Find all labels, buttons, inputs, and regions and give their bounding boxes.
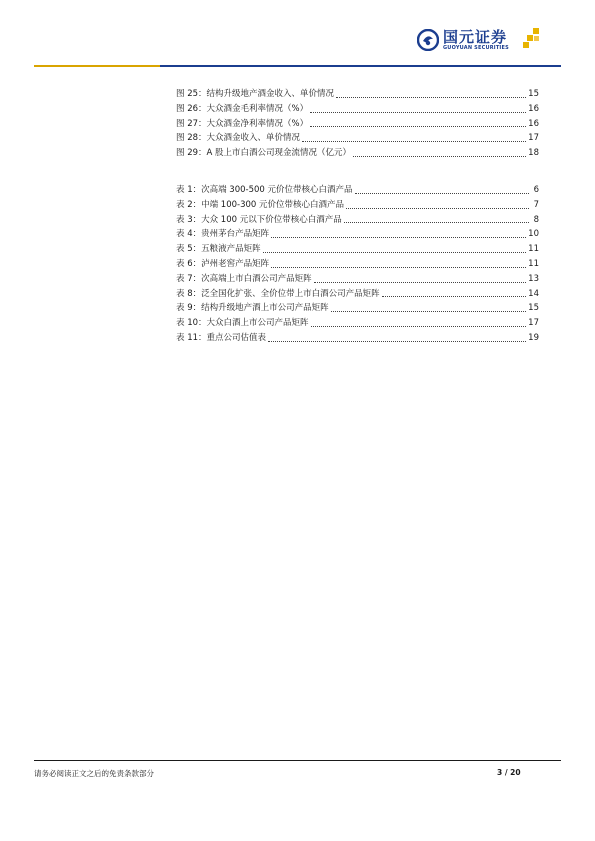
leader-dots (346, 207, 529, 209)
toc-entry-table-6[interactable] (176, 257, 539, 272)
toc-entry-page: 19 (528, 332, 539, 343)
footer-disclaimer: 请务必阅读正文之后的免责条款部分 (34, 769, 154, 778)
leader-dots (336, 96, 526, 98)
toc-entry-table-2[interactable] (176, 198, 539, 213)
toc-entry-page: 16 (528, 103, 539, 114)
toc-entry-label: 表 5：五粮液产品矩阵 (176, 244, 261, 255)
toc-entry-table-4[interactable] (176, 227, 539, 242)
leader-dots (314, 281, 527, 283)
leader-dots (355, 192, 529, 194)
leader-dots (271, 236, 526, 238)
toc-entry-label: 表 4：贵州茅台产品矩阵 (176, 229, 270, 240)
toc-entry-label: 图 25：结构升级地产酒金收入、单价情况 (176, 89, 335, 99)
toc-entry-label: 图 28：大众酒金收入、单价情况 (176, 133, 301, 144)
toc-entry-table-8[interactable] (176, 287, 539, 302)
toc-entry-figure-26[interactable] (176, 102, 539, 117)
toc-entry-figure-29[interactable] (176, 146, 539, 161)
toc-entry-label: 图 26：大众酒金毛利率情况（%） (176, 103, 309, 114)
leader-dots (382, 295, 527, 297)
toc-entry-label: 表 3：大众 100 元以下价位带核心白酒产品 (176, 214, 342, 225)
toc-entry-page: 14 (528, 288, 539, 299)
toc-entry-page: 10 (528, 229, 539, 240)
footer-rule (34, 760, 561, 761)
toc-entry-table-1[interactable] (176, 183, 539, 198)
toc-entry-page: 13 (528, 273, 539, 284)
toc-entry-page: 8 (533, 214, 539, 225)
leader-dots (310, 125, 526, 127)
leader-dots (310, 111, 526, 113)
toc-entry-table-9[interactable] (176, 301, 539, 316)
toc-entry-figure-27[interactable] (176, 117, 539, 132)
toc-entry-label: 表 2：中端 100-300 元价位带核心白酒产品 (176, 199, 345, 210)
toc-entry-page: 11 (528, 244, 539, 255)
page-header (0, 0, 595, 70)
gold-blocks-icon (523, 28, 541, 48)
leader-dots (331, 310, 527, 312)
toc-entry-table-11[interactable] (176, 331, 539, 346)
toc-entry-label: 表 7：次高端上市白酒公司产品矩阵 (176, 273, 312, 284)
toc-entry-figure-25[interactable] (176, 87, 539, 102)
leader-dots (271, 266, 526, 268)
leader-dots (353, 155, 526, 157)
toc-entry-label: 表 10：大众白酒上市公司产品矩阵 (176, 318, 309, 329)
toc-entry-table-10[interactable] (176, 316, 539, 331)
footer-page-number: 3 / 20 (497, 768, 521, 777)
toc-entry-page: 18 (528, 148, 539, 159)
figure-index (176, 87, 539, 161)
toc-entry-label: 图 29：A 股上市白酒公司现金流情况（亿元） (176, 148, 352, 159)
toc-entry-page: 15 (528, 89, 539, 99)
toc-entry-table-5[interactable] (176, 242, 539, 257)
leader-dots (263, 251, 527, 253)
toc-entry-label: 表 1：次高端 300-500 元价位带核心白酒产品 (176, 185, 353, 195)
toc-entry-label: 表 6：泸州老窖产品矩阵 (176, 258, 270, 269)
toc-entry-label: 图 27：大众酒金净利率情况（%） (176, 118, 309, 129)
leader-dots (311, 325, 527, 327)
toc-entry-page: 11 (528, 258, 539, 269)
toc-entry-label: 表 8：泛全国化扩张、全价位带上市白酒公司产品矩阵 (176, 288, 380, 299)
toc-entry-page: 17 (528, 133, 539, 144)
toc-entry-page: 7 (533, 199, 539, 210)
leader-dots (268, 340, 526, 342)
toc-entry-label: 表 9：结构升级地产酒上市公司产品矩阵 (176, 303, 329, 314)
guoyuan-logo-icon (417, 29, 439, 51)
toc-entry-page: 16 (528, 118, 539, 129)
toc-entry-page: 6 (533, 185, 539, 195)
logo-english-name: GUOYUAN SECURITIES (443, 44, 509, 51)
leader-dots (302, 140, 526, 142)
toc-entry-page: 15 (528, 303, 539, 314)
header-rule-blue (160, 65, 561, 67)
toc-entry-table-7[interactable] (176, 272, 539, 287)
toc-entry-page: 17 (528, 318, 539, 329)
toc-entry-label: 表 11：重点公司估值表 (176, 332, 267, 343)
company-logo (417, 26, 509, 54)
leader-dots (344, 221, 529, 223)
table-index (176, 183, 539, 346)
logo-chinese-name: 国元证券 (443, 27, 508, 46)
toc-entry-table-3[interactable] (176, 213, 539, 228)
toc-entry-figure-28[interactable] (176, 131, 539, 146)
